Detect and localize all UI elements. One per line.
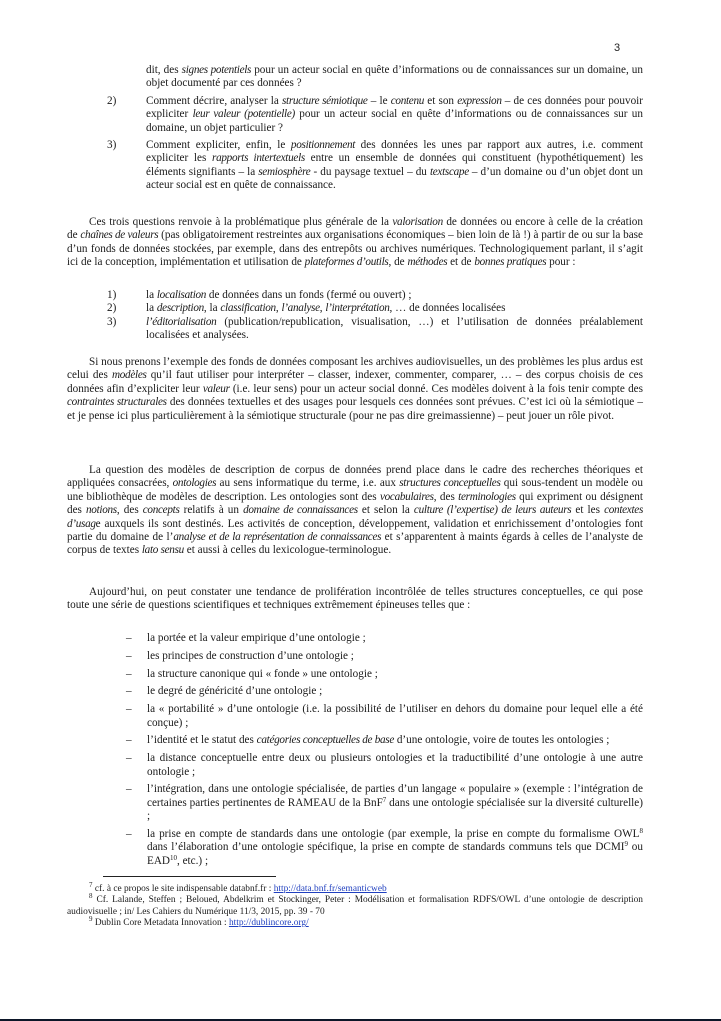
emphasis: contextes d’usag [67,504,643,530]
list-item [107,289,643,302]
text: de données dans un fonds (fermé ou ouvert) ; [206,289,412,301]
emphasis: ontologies [172,477,217,490]
question-1-continuation [107,64,643,91]
text: (publication/republication, visualisation, …) et l’utilisation de données préalablement localisées et analysées. [146,315,643,342]
text: qui expriment ou désignent des [67,490,643,517]
questions-bullet-list [126,632,643,873]
text: - du paysage textuel – du [310,165,430,178]
emphasis: structure sémiotique [281,94,368,107]
footnote-8 [67,892,643,918]
list-item [126,685,643,698]
footnote-ref[interactable]: 9 [624,840,629,849]
text: des données textuelles et des usages pour lesquels ces données sont prévues. C’est ici où la sémiotique – et je pense ici plus particulièrement à la sémiotique structurale (pour ne pas dire greimassienne) – peut jouer un rôle pivot. [67,396,643,422]
footnote-link[interactable]: http://dublincore.org/ [228,918,309,929]
text: , [319,302,326,315]
text: – de ces données pour pouvoir expliciter [146,94,643,121]
text: dit, des [146,64,182,76]
dash-bullet-icon: – [126,632,132,644]
text: et aussi à celles du lexicologue-terminologue. [183,544,392,557]
footnote-7 [67,881,643,895]
text: , des [433,490,459,503]
footnote-number: 7 [89,881,93,889]
dash-bullet-icon: – [126,828,132,840]
emphasis: structures conceptuelles [399,477,501,490]
emphasis: semiosphère [258,165,311,178]
text: qui sous-tendent un modèle ou une bibliothèque de modèles de description. Les ontologies sont des [67,477,643,503]
text: de données ou encore à celle de la création de [67,216,643,242]
emphasis: l’éditorialisation [146,315,217,328]
text: et s’apparentent à maints égards à celles de l’analyste de corpus de textes [67,531,643,557]
emphasis: vocabulaires [379,490,434,503]
paragraph-proliferation [67,586,643,613]
text: Ces trois questions renvoie à la problématique plus générale de la [89,216,393,228]
list-number: 3) [107,315,117,328]
emphasis: plateformes d’outils [304,256,389,269]
list-item [126,752,643,779]
dash-bullet-icon: – [126,734,132,747]
dash-bullet-icon: – [126,667,132,680]
text: pour : [546,256,576,269]
text: e auxquels ils sont destinés. Les activités de conception, développement, validation et enrichissement d’ontologies font partie du domaine de l’ [67,517,643,544]
text: et de [447,256,475,269]
emphasis: analyse et de la représentation de connaissances [173,531,382,544]
emphasis: signes potentiels [181,64,252,76]
text: la « portabilité » d’une ontologie (i.e. la possibilité de l’utiliser en dehors du domaine pour lequel elle a été conçue) ; [147,703,643,729]
dash-bullet-icon: – [126,685,132,698]
text: La question des modèles de description de corpus de données prend place dans le cadre des recherches théoriques et appliquées consacrées, [67,464,643,490]
question-2 [107,95,643,135]
page-number: 3 [614,42,621,54]
text: les principes de construction d’une ontologie ; [147,649,354,662]
dash-bullet-icon: – [126,703,132,716]
footnote-number: 8 [89,892,93,901]
emphasis: description [156,302,204,315]
emphasis: culture (l’expertise) de leurs auteurs [413,504,572,517]
dash-bullet-icon: – [126,752,132,765]
text: (pas obligatoirement restreintes aux organisations économiques – bien loin de là !) à partir de ou sur la base d’un fonds de données stockées, par exemple, dans des entrepôts ou archives numériques. Technologiquement parlant, il s’agit ici de la conception, implémentation et utilisation de [67,229,643,269]
text: – d’un domaine ou d’un objet dont un acteur social est en quête de connaissance. [146,165,644,192]
emphasis: localisation [156,289,207,301]
list-item [126,632,643,645]
list-item [126,828,643,868]
text: cf. à ce propos le site indispensable databnf.fr : [92,884,274,894]
footnote-link[interactable]: http://data.bnf.fr/semanticweb [273,884,387,894]
emphasis: chaînes de valeurs [80,229,159,242]
footnote-ref[interactable]: 10 [170,853,177,862]
text: d’une ontologie, voire de toutes les ontologies ; [394,734,610,747]
text: des données les unes par rapport aux autres, i.e. comment expliciter les [146,139,644,165]
dash-bullet-icon: – [126,649,132,662]
text: dans l’élaboration d’une ontologie spécifique, la prise en compte de standards communs tels que DCMI [147,841,625,854]
list-number: 3) [107,139,117,152]
text: l’intégration, dans une ontologie spécialisée, de parties d’un langage « populaire » (exemple : l’intégration de certaines parties pertinentes de RAMEAU de la BnF [147,783,643,809]
text: , des [116,504,143,517]
emphasis: modèles [111,369,147,382]
footnote-ref[interactable]: 8 [639,827,643,835]
text: dans une ontologie spécialisée sur la diversité culturelle) ; [147,796,643,823]
footnote-ref[interactable]: 7 [382,795,387,804]
paragraph-valorisation [67,216,643,270]
list-item [126,734,643,747]
text: pour un acteur social en quête d’informations ou de connaissances sur un domaine, un objet particulier ? [146,108,643,134]
list-item [126,703,643,730]
text: Comment décrire, analyser la [146,94,282,107]
text: la structure canonique qui « fonde » une ontologie ; [147,667,378,680]
text: la portée et la valeur empirique d’une ontologie ; [147,632,366,644]
emphasis: concepts [142,504,180,517]
emphasis: méthodes [407,256,448,269]
list-number: 2) [107,94,117,107]
footnote-separator [103,876,276,877]
text: la [146,289,157,301]
emphasis: l’analyse [281,302,320,315]
text: , [275,302,282,315]
emphasis: valeur [202,382,230,395]
emphasis: lato sensu [141,544,184,557]
list-item [107,316,643,343]
list-item [126,668,643,681]
text: et son [424,94,458,107]
paragraph-ontologies [67,464,643,558]
emphasis: contenu [390,94,425,107]
text: entre un ensemble de données qui constituent (hypothétiquement) les éléments signifiants – la [146,152,644,178]
list-number: 1) [107,289,117,301]
list-item [107,302,643,315]
text: relatifs à un [179,504,244,517]
text: et les [571,504,605,517]
list-item [126,783,643,823]
emphasis: notions [86,504,117,517]
text: pour un acteur social en quête d’informations ou de connaissances sur un domaine, un objet documenté par ces données ? [146,64,643,90]
text: qu’il faut utiliser pour interpréter – classer, indexer, commenter, comparer, … – des corpus choisis de ces données afin d’expliciter leur [67,369,643,395]
text: Si nous prenons l’exemple des fonds de données composant les archives audiovisuelles, un des problèmes les plus ardus est celui des [67,356,643,382]
text: ou EAD [147,841,643,867]
text: , etc.) ; [177,854,209,867]
emphasis: leur valeur (potentielle) [192,108,295,121]
text: Dublin Core Metadata Innovation : [92,918,229,929]
emphasis: domaine de connaissances [243,504,358,517]
emphasis: bonnes pratiques [474,256,547,269]
list-number: 2) [107,302,117,315]
text: Cf. Lalande, Steffen ; Beloued, Abdelkrim et Stockinger, Peter : Modélisation et formalisation RDFS/OWL d’une ontologie de description audiovisuelle ; in/ Les Cahiers du Numérique 11/3, 2015, pp. 39 - 70 [67,895,643,917]
text: le degré de généricité d’une ontologie ; [147,685,323,698]
list-item [126,650,643,663]
dash-bullet-icon: – [126,783,132,796]
text: Aujourd’hui, on peut constater une tendance de prolifération incontrôlée de telles structures conceptuelles, ce qui pose toute une série de questions scientifiques et techniques extrêmement épineuses telles que : [67,586,643,612]
text: la prise en compte de standards dans une ontologie (par exemple, la prise en compte du formalisme OWL [147,828,640,840]
tasks-list [107,289,643,343]
text: , la [203,302,221,315]
emphasis: terminologies [458,490,516,503]
text: Comment expliciter, enfin, le [146,139,291,152]
emphasis: contraintes structurales [67,396,167,409]
emphasis: catégories conceptuelles de base [256,734,395,747]
emphasis: valorisation [392,216,443,228]
text: l’identité et le statut des [147,734,257,747]
emphasis: rapports intertextuels [212,152,305,165]
text: (i.e. leur sens) pour un acteur social donné. Ces modèles doivent à la fois tenir compte des [229,382,643,395]
emphasis: l’interprétation [325,302,390,315]
text: la [146,302,157,315]
emphasis: textscape [429,165,469,178]
text: , … de données localisées [389,302,506,315]
text: , de [388,256,408,269]
footnote-9 [67,915,643,929]
emphasis: positionnement [290,139,356,152]
text: – le [367,94,391,107]
footnote-number: 9 [89,915,93,924]
text: et selon la [357,504,414,517]
questions-list [107,64,643,193]
emphasis: classification [220,302,276,315]
paragraph-audiovisual-archives [67,356,643,423]
footnotes [67,881,643,930]
emphasis: expression [457,94,502,107]
text: au sens informatique du terme, i.e. aux [216,477,400,490]
question-3 [107,139,643,193]
text: la distance conceptuelle entre deux ou plusieurs ontologies et la traductibilité d’une ontologie à une autre ontologie ; [147,752,643,778]
